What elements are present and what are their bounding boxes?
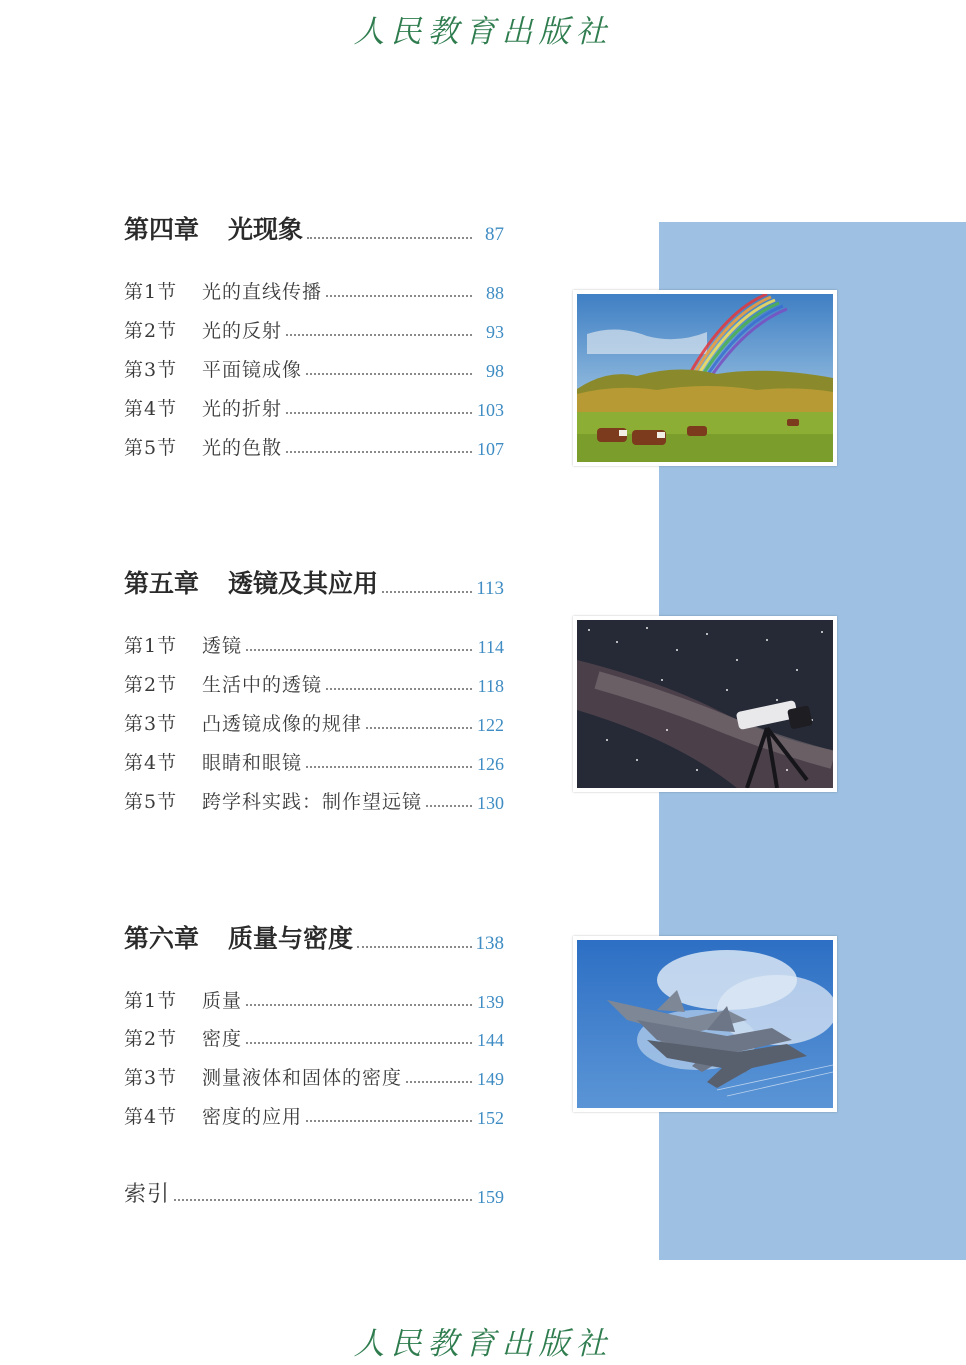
milky-way-telescope-photo xyxy=(573,616,837,792)
chapter-6-row[interactable] xyxy=(124,924,504,955)
section-title: 光的直线传播 xyxy=(202,281,323,303)
section-number: 第3节 xyxy=(124,1067,178,1089)
section-number: 第1节 xyxy=(124,990,178,1012)
section-page: 144 xyxy=(477,1030,504,1050)
fighter-jets-image xyxy=(577,940,833,1108)
section-5-4-row[interactable] xyxy=(124,749,504,775)
section-5-3-row[interactable] xyxy=(124,710,504,736)
section-title: 测量液体和固体的密度 xyxy=(202,1067,403,1089)
section-title: 密度的应用 xyxy=(202,1106,303,1128)
section-number: 第1节 xyxy=(124,635,178,657)
rainbow-cows-photo xyxy=(573,290,837,466)
section-title: 透镜 xyxy=(202,635,243,657)
section-title: 光的折射 xyxy=(202,398,283,420)
section-number: 第3节 xyxy=(124,713,178,735)
dot-leader xyxy=(426,805,472,807)
dot-leader xyxy=(286,334,472,336)
section-4-3-row[interactable] xyxy=(124,356,504,382)
chapter-6-title-group xyxy=(124,919,353,955)
section-4-2-row[interactable] xyxy=(124,317,504,343)
section-title: 光的反射 xyxy=(202,320,283,342)
chapter-5-row[interactable] xyxy=(124,569,504,600)
section-4-1-row[interactable] xyxy=(124,278,504,304)
dot-leader xyxy=(326,688,472,690)
chapter-5-title-group xyxy=(124,564,378,600)
section-page: 88 xyxy=(486,283,504,303)
section-6-1-row[interactable] xyxy=(124,987,504,1013)
chapter-5-page: 113 xyxy=(476,578,504,599)
section-4-4-row[interactable] xyxy=(124,395,504,421)
dot-leader xyxy=(306,373,472,375)
chapter-5-number: 第五章 xyxy=(124,569,200,598)
section-page: 103 xyxy=(477,400,504,420)
dot-leader xyxy=(406,1081,472,1083)
dot-leader xyxy=(286,412,472,414)
index-label: 索引 xyxy=(124,1182,171,1207)
chapter-4-title: 光现象 xyxy=(228,215,304,244)
dot-leader xyxy=(286,451,472,453)
index-row[interactable] xyxy=(124,1182,504,1208)
section-number: 第4节 xyxy=(124,398,178,420)
section-number: 第2节 xyxy=(124,320,178,342)
section-5-5-row[interactable] xyxy=(124,788,504,814)
section-number: 第2节 xyxy=(124,674,178,696)
dot-leader xyxy=(306,1120,472,1122)
dot-leader xyxy=(174,1199,472,1201)
section-page: 93 xyxy=(486,322,504,342)
section-title: 质量 xyxy=(202,990,243,1012)
chapter-6-title: 质量与密度 xyxy=(228,924,354,953)
section-number: 第4节 xyxy=(124,1106,178,1128)
section-4-5-row[interactable] xyxy=(124,434,504,460)
dot-leader xyxy=(382,591,472,593)
dot-leader xyxy=(306,766,472,768)
chapter-4-page: 87 xyxy=(485,224,504,245)
section-page: 122 xyxy=(477,715,504,735)
section-title: 跨学科实践：制作望远镜 xyxy=(202,791,423,813)
section-title: 光的色散 xyxy=(202,437,283,459)
section-title: 生活中的透镜 xyxy=(202,674,323,696)
dot-leader xyxy=(326,295,472,297)
section-title: 密度 xyxy=(202,1028,243,1050)
section-number: 第4节 xyxy=(124,752,178,774)
chapter-5-title: 透镜及其应用 xyxy=(228,569,379,598)
milky-way-telescope-image xyxy=(577,620,833,788)
section-6-3-row[interactable] xyxy=(124,1064,504,1090)
section-page: 118 xyxy=(477,676,504,696)
section-page: 114 xyxy=(477,637,504,657)
rainbow-cows-image xyxy=(577,294,833,462)
chapter-4-number: 第四章 xyxy=(124,215,200,244)
section-page: 126 xyxy=(477,754,504,774)
chapter-4-row[interactable] xyxy=(124,215,504,246)
fighter-jets-photo xyxy=(573,936,837,1112)
section-number: 第5节 xyxy=(124,437,178,459)
index-page: 159 xyxy=(477,1187,504,1207)
chapter-6-number: 第六章 xyxy=(124,924,200,953)
publisher-logo-bottom: 人民教育出版社 xyxy=(353,1326,613,1362)
section-title: 平面镜成像 xyxy=(202,359,303,381)
section-title: 眼睛和眼镜 xyxy=(202,752,303,774)
chapter-6-page: 138 xyxy=(475,933,504,954)
section-page: 139 xyxy=(477,992,504,1012)
section-page: 152 xyxy=(477,1108,504,1128)
section-6-2-row[interactable] xyxy=(124,1025,504,1051)
chapter-4-title-group xyxy=(124,210,303,246)
section-number: 第3节 xyxy=(124,359,178,381)
dot-leader xyxy=(366,727,472,729)
section-6-4-row[interactable] xyxy=(124,1103,504,1129)
section-page: 130 xyxy=(477,793,504,813)
section-number: 第5节 xyxy=(124,791,178,813)
section-number: 第2节 xyxy=(124,1028,178,1050)
section-title: 凸透镜成像的规律 xyxy=(202,713,363,735)
dot-leader xyxy=(357,946,471,948)
section-5-1-row[interactable] xyxy=(124,632,504,658)
section-5-2-row[interactable] xyxy=(124,671,504,697)
section-page: 107 xyxy=(477,439,504,459)
section-page: 98 xyxy=(486,361,504,381)
section-page: 149 xyxy=(477,1069,504,1089)
publisher-logo-top: 人民教育出版社 xyxy=(353,14,613,50)
section-number: 第1节 xyxy=(124,281,178,303)
dot-leader xyxy=(307,237,472,239)
dot-leader xyxy=(246,1042,472,1044)
dot-leader xyxy=(246,649,472,651)
dot-leader xyxy=(246,1004,472,1006)
